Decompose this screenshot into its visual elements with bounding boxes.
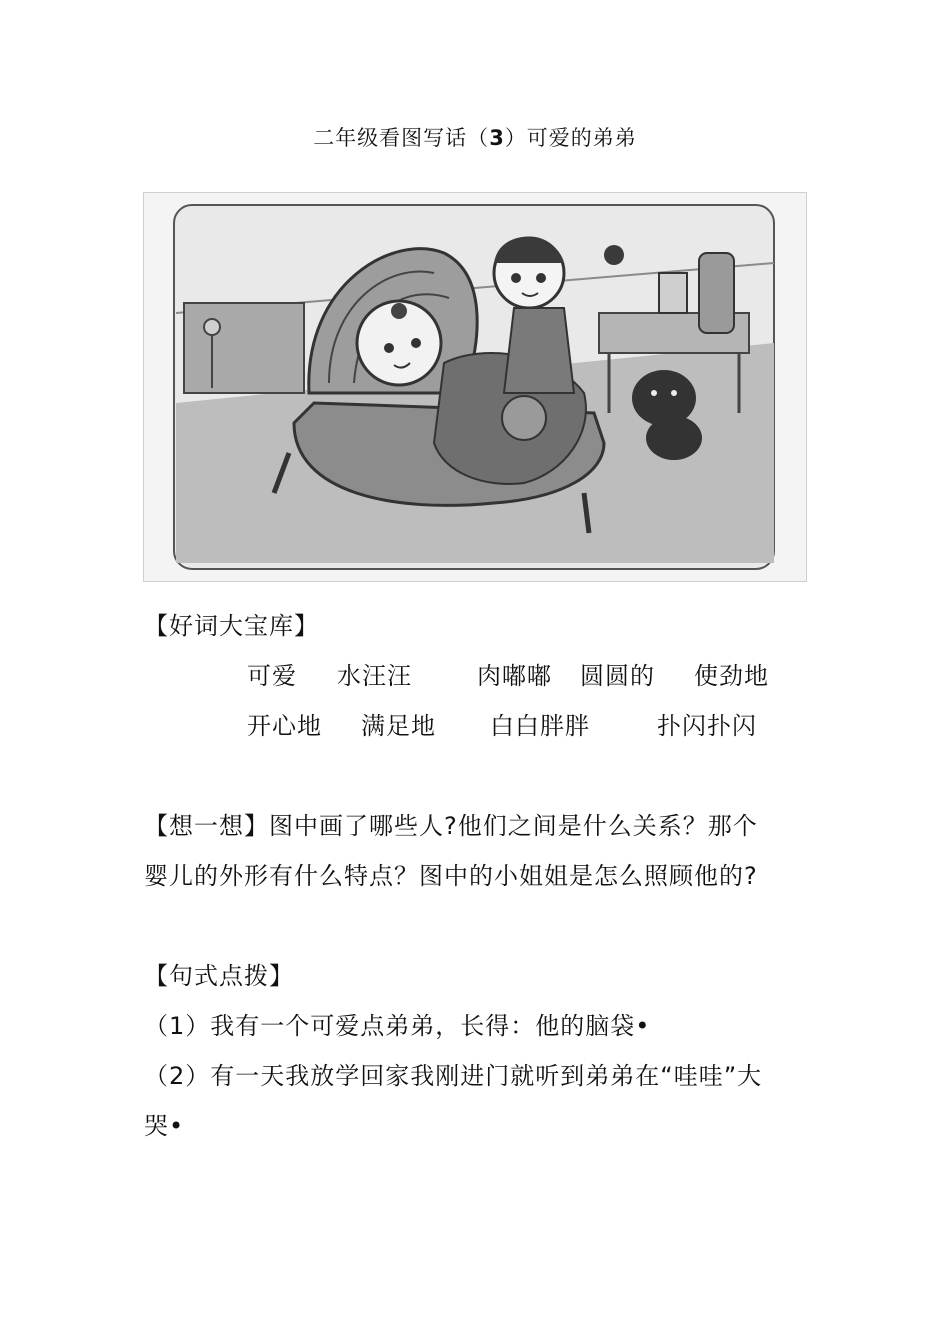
- think-line: 【想一想】图中画了哪些人?他们之间是什么关系？那个: [144, 812, 758, 840]
- picture-illustration-icon: [144, 193, 806, 581]
- word-bank-word: 可爱: [247, 662, 297, 690]
- word-bank-word: 开心地: [247, 712, 322, 740]
- title-suffix: ）可爱的弟弟: [504, 126, 637, 150]
- sentence-pattern-line: 哭•: [144, 1112, 185, 1140]
- word-bank-word: 白白胖胖: [490, 712, 590, 740]
- word-bank-word: 圆圆的: [580, 662, 655, 690]
- word-bank-word: 使劲地: [694, 662, 769, 690]
- word-bank-word: 肉嘟嘟: [477, 662, 552, 690]
- cartoon-illustration: [143, 192, 807, 582]
- title-number: 3: [489, 126, 505, 150]
- word-bank-word: 扑闪扑闪: [657, 712, 757, 740]
- sentence-pattern-line: （1）我有一个可爱点弟弟，长得：他的脑袋•: [144, 1012, 651, 1040]
- word-bank-heading: 【好词大宝库】: [144, 612, 319, 640]
- think-line: 婴儿的外形有什么特点？图中的小姐姐是怎么照顾他的?: [144, 862, 758, 890]
- title-prefix: 二年级看图写话（: [313, 126, 490, 150]
- sentence-patterns-heading: 【句式点拨】: [144, 962, 294, 990]
- page-title: [0, 122, 950, 152]
- sentence-pattern-line: （2）有一天我放学回家我刚进门就听到弟弟在“哇哇”大: [144, 1062, 763, 1090]
- word-bank-word: 水汪汪: [337, 662, 412, 690]
- word-bank-word: 满足地: [361, 712, 436, 740]
